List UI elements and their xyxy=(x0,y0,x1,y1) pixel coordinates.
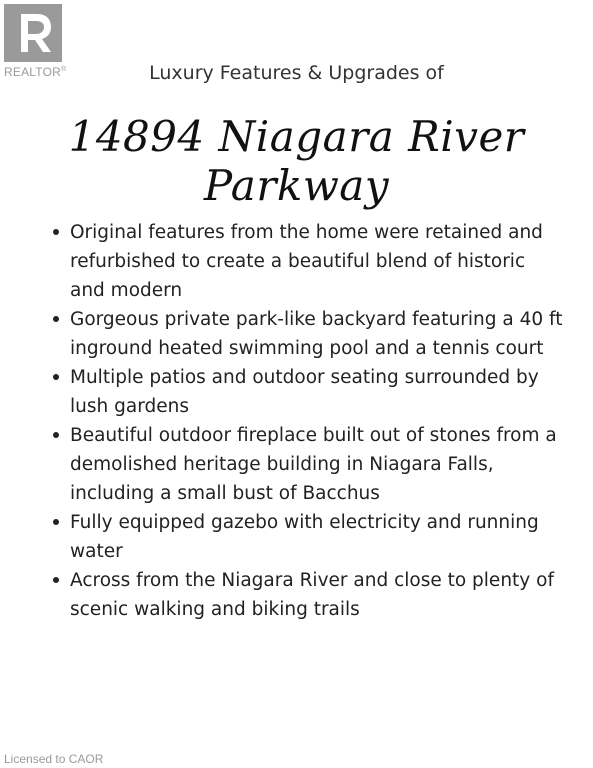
bullet-icon xyxy=(53,577,59,583)
bullet-icon xyxy=(53,229,59,235)
feature-text: Fully equipped gazebo with electricity and running water xyxy=(70,512,539,562)
page-title: 14894 Niagara River Parkway xyxy=(68,112,525,210)
feature-item xyxy=(48,566,563,624)
feature-item xyxy=(48,421,563,508)
bullet-icon xyxy=(53,519,59,525)
feature-text: Gorgeous private park-like backyard featuring a 40 ft inground heated swimming pool and a tennis court xyxy=(70,309,563,359)
realtor-r-icon xyxy=(4,4,62,62)
feature-list xyxy=(48,218,563,624)
feature-text: Original features from the home were retained and refurbished to create a beautiful blend of historic and modern xyxy=(70,222,543,301)
feature-item xyxy=(48,305,563,363)
feature-item xyxy=(48,363,563,421)
feature-item xyxy=(48,218,563,305)
page-subtitle: Luxury Features & Upgrades of xyxy=(149,62,444,84)
bullet-icon xyxy=(53,374,59,380)
feature-text: Multiple patios and outdoor seating surrounded by lush gardens xyxy=(70,367,539,417)
feature-text: Across from the Niagara River and close to plenty of scenic walking and biking trails xyxy=(70,570,554,620)
bullet-icon xyxy=(53,316,59,322)
bullet-icon xyxy=(53,432,59,438)
realtor-wordmark: REALTOR® xyxy=(4,65,67,79)
feature-item xyxy=(48,508,563,566)
license-note: Licensed to CAOR xyxy=(4,752,104,766)
feature-text: Beautiful outdoor fireplace built out of stones from a demolished heritage building in Niagara Falls, including a small bust of Bacchus xyxy=(70,425,557,504)
